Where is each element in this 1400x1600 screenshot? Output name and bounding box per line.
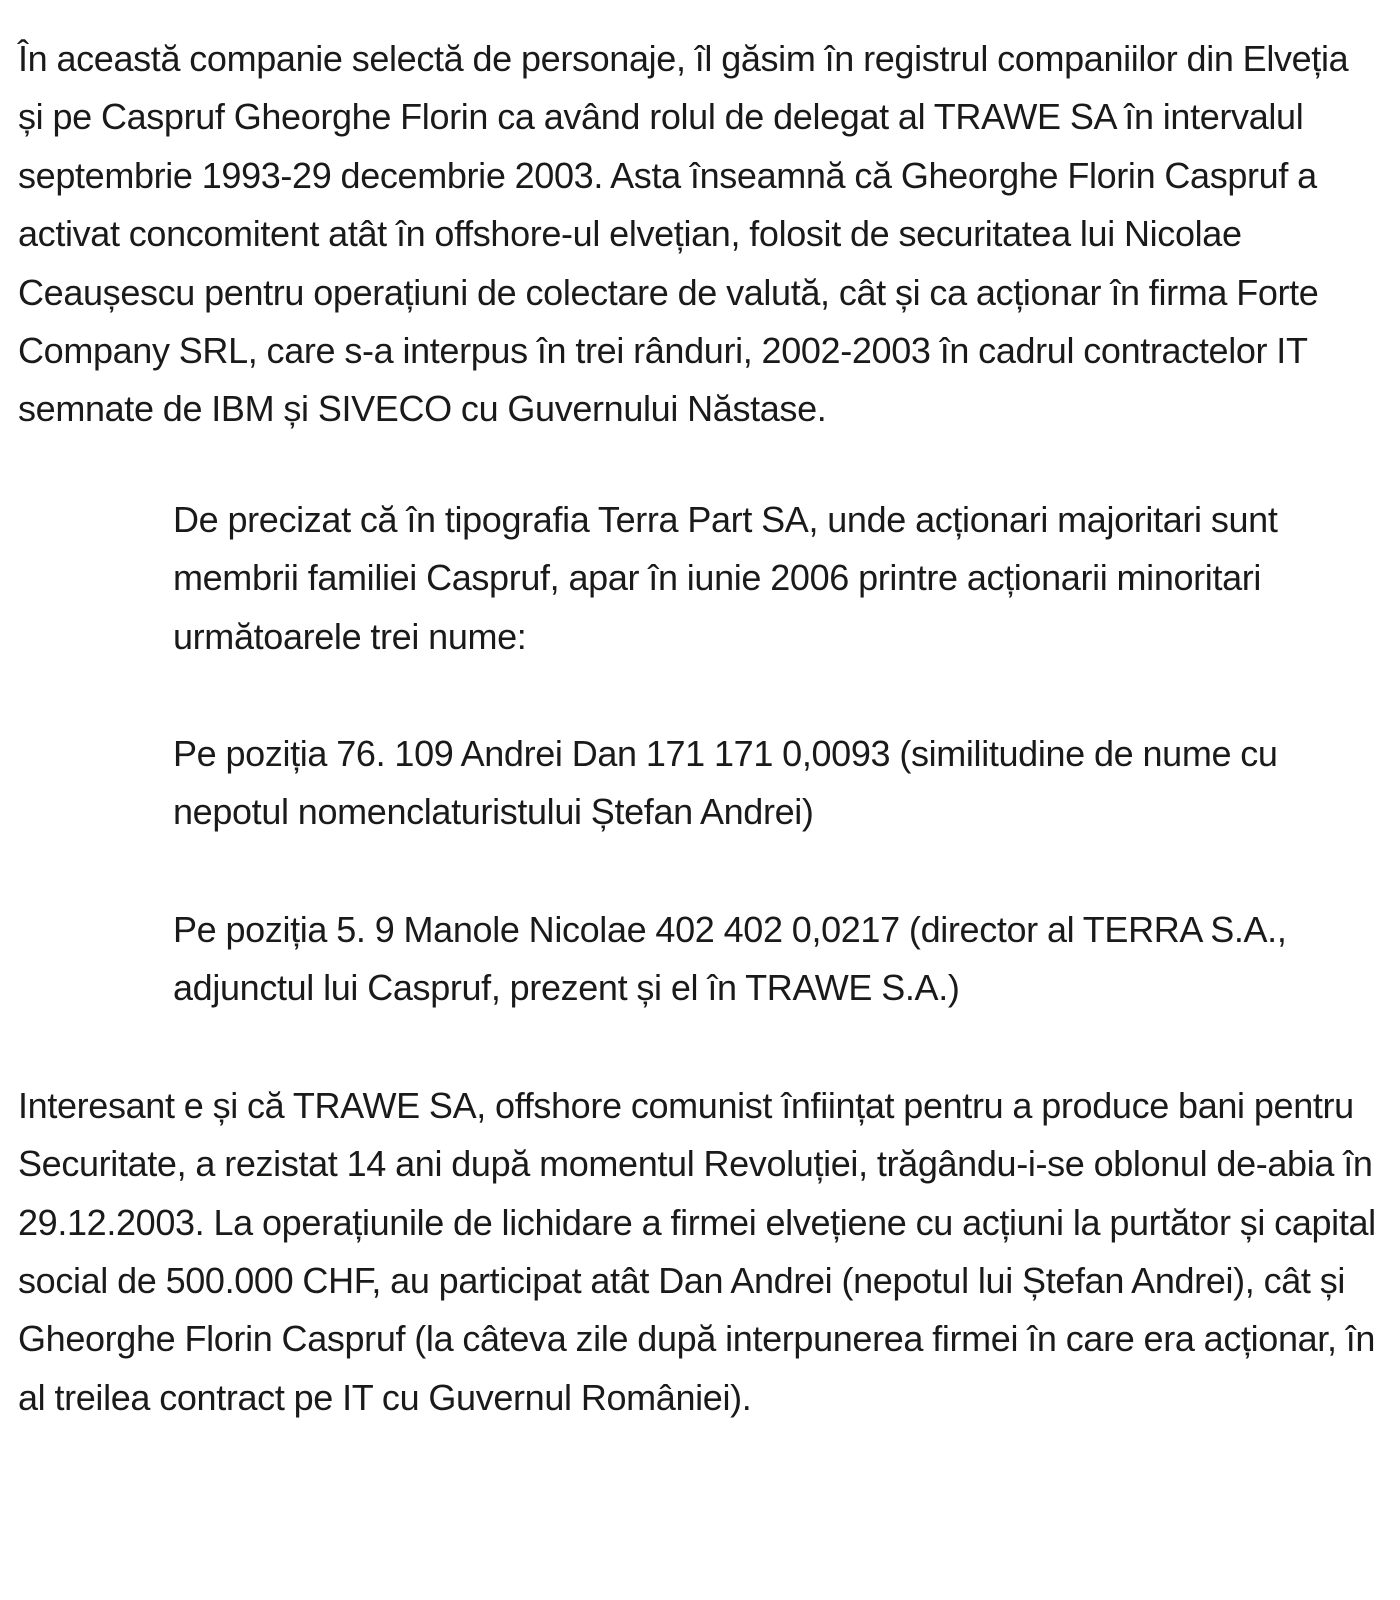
article-paragraph: Interesant e și că TRAWE SA, offshore comunist înființat pentru a produce bani pentru Securitate, a rezistat 14 ani după momentul Revoluției, trăgându-i-se oblonul de-abia în 29.12.2003. La operațiunile de lichidare a firmei elvețiene cu acțiuni la purtător și capital social de 500.000 CHF, au participat atât Dan Andrei (nepotul lui Ștefan Andrei), cât și Gheorghe Florin Caspruf (la câteva zile după interpunerea firmei în care era acționar, în al treilea contract pe IT cu Guvernul României). <box>18 1084 1376 1418</box>
paragraph-spacer <box>18 842 1382 901</box>
indented-paragraph: Pe poziția 76. 109 Andrei Dan 171 171 0,0093 (similitudine de nume cu nepotul nomenclaturistului Ștefan Andrei) <box>173 733 1278 833</box>
indented-paragraph: Pe poziția 5. 9 Manole Nicolae 402 402 0,0217 (director al TERRA S.A., adjunctul lui Caspruf, prezent și el în TRAWE S.A.) <box>173 908 1287 1009</box>
paragraph-spacer <box>18 439 1382 491</box>
article-body <box>18 30 1382 1427</box>
article-paragraph: În această companie selectă de personaje, îl găsim în registrul companiilor din Elveția și pe Caspruf Gheorghe Florin ca având rolul de delegat al TRAWE SA în intervalul septembrie 1993-29 decembrie 2003. Asta înseamnă că Gheorghe Florin Caspruf a activat concomitent atât în offshore-ul elvețian, folosit de securitatea lui Nicolae Ceaușescu pentru operațiuni de colectare de valută, cât și ca acționar în firma Forte Company SRL, care s-a interpus în trei rânduri, 2002-2003 în cadrul contractelor IT semnate de IBM și SIVECO cu Guvernului Năstase. <box>18 38 1349 430</box>
indented-paragraph: De precizat că în tipografia Terra Part SA, unde acționari majoritari sunt membrii familiei Caspruf, apar în iunie 2006 printre acționarii minoritari următoarele trei nume: <box>173 498 1278 657</box>
paragraph-spacer <box>18 666 1382 725</box>
paragraph-spacer <box>18 1018 1382 1077</box>
